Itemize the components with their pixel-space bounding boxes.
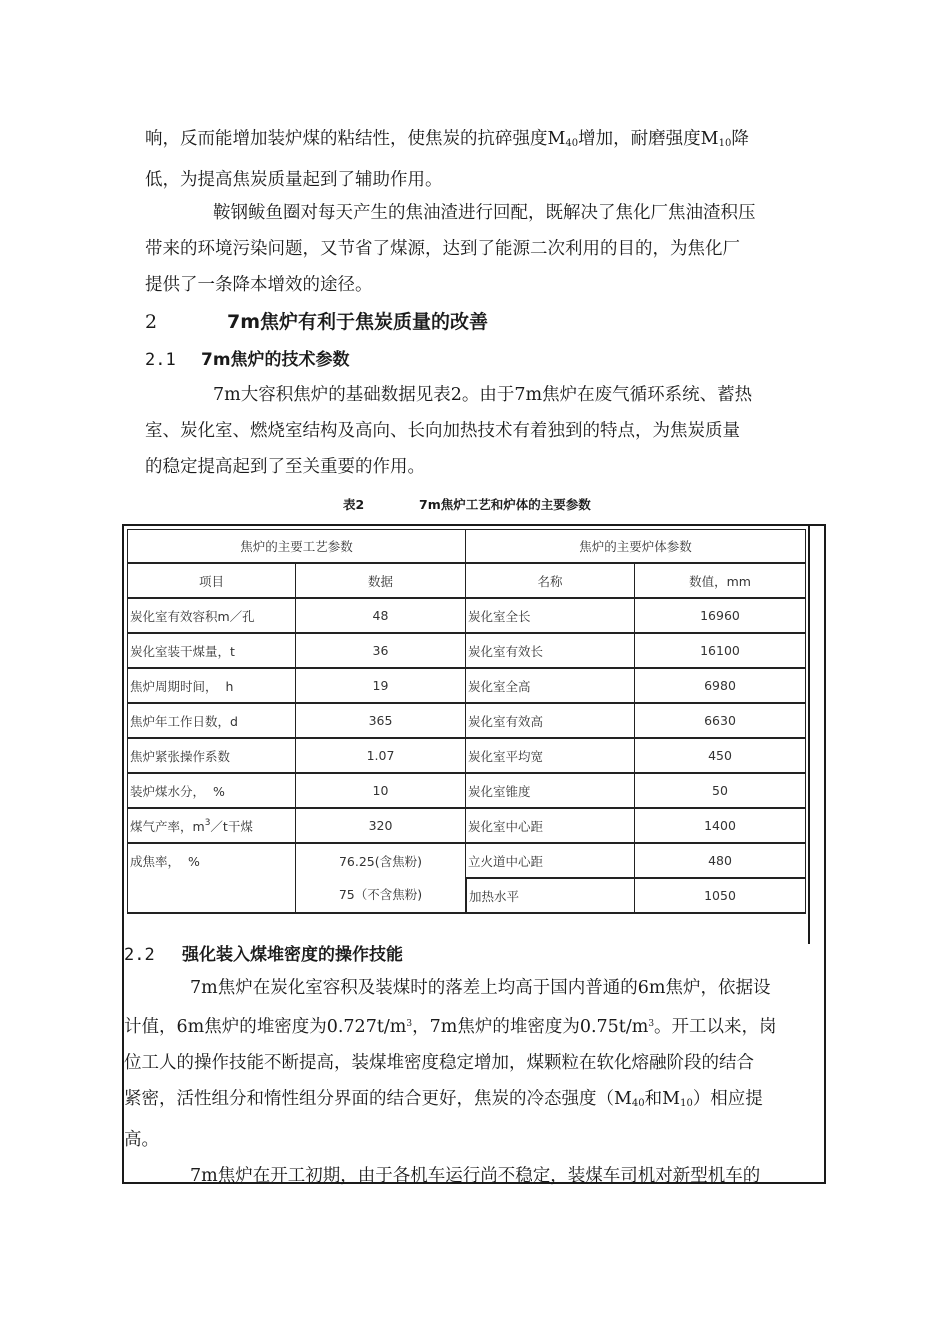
- column-header: 项目: [127, 564, 296, 599]
- superscript: 3: [648, 1019, 655, 1029]
- cell-item: 炭化室装干煤量，t: [127, 634, 296, 669]
- table-title: 7m焦炉工艺和炉体的主要参数: [419, 497, 591, 512]
- cell-name: 加热水平: [466, 879, 635, 914]
- table-row: [127, 634, 806, 669]
- text: 降: [731, 129, 749, 149]
- table-row: [127, 704, 806, 739]
- cell-number: 50: [635, 774, 806, 809]
- text-line: 带来的环境污染问题，又节省了煤源，达到了能源二次利用的目的，为焦化厂: [145, 239, 740, 259]
- cell-number: 16960: [635, 599, 806, 634]
- table-row: [127, 844, 806, 879]
- paragraph-2-1: [145, 377, 805, 485]
- cell-number: 6980: [635, 669, 806, 704]
- text: ，7m焦炉的堆密度为0.75t/m: [412, 1017, 649, 1037]
- cell-number: 6630: [635, 704, 806, 739]
- m10-subscript: 10: [718, 138, 732, 149]
- cell-value: 365: [296, 704, 466, 739]
- cell-item: 装炉煤水分， %: [127, 774, 296, 809]
- section-number: 2.1: [145, 350, 176, 370]
- group-header-body: 焦炉的主要炉体参数: [466, 529, 806, 564]
- text: ／t干煤: [210, 818, 253, 834]
- cell-value: 19: [296, 669, 466, 704]
- cell-item: [127, 809, 296, 844]
- cell-number: 1400: [635, 809, 806, 844]
- table-row: [127, 669, 806, 704]
- text-line: 7m大容积焦炉的基础数据见表2。由于7m焦炉在废气循环系统、蓄热: [213, 385, 753, 405]
- cell-value: 1.07: [296, 739, 466, 774]
- text: 和M: [644, 1089, 681, 1109]
- section-title: 7m焦炉的技术参数: [201, 350, 350, 370]
- text-line: 室、炭化室、燃烧室结构及高向、长向加热技术有着独到的特点，为焦炭质量: [145, 421, 740, 441]
- table-number: 表2: [343, 497, 365, 512]
- text: 计值，6m焦炉的堆密度为0.727t/m: [124, 1017, 407, 1037]
- column-header: 数值，mm: [635, 564, 806, 599]
- cell-number: 1050: [635, 879, 806, 914]
- text-line: 位工人的操作技能不断提高，装煤堆密度稳定增加，煤颗粒在软化熔融阶段的结合: [124, 1053, 754, 1073]
- section-title: 7m焦炉有利于焦炭质量的改善: [227, 311, 489, 333]
- parameters-table: [127, 529, 806, 914]
- paragraph-intro-2: [145, 195, 805, 303]
- m40-subscript: 40: [565, 138, 579, 149]
- paragraph-intro-1: [145, 121, 805, 198]
- text: 响，反而能增加装炉煤的粘结性，使焦炭的抗碎强度: [145, 129, 548, 149]
- cell-number: 450: [635, 739, 806, 774]
- text-line: 高。: [124, 1130, 159, 1150]
- cell-number: 16100: [635, 634, 806, 669]
- text-line: 提供了一条降本增效的途径。: [145, 275, 373, 295]
- m40-symbol: M: [547, 129, 566, 149]
- subscript: 10: [680, 1098, 693, 1109]
- cell-item: 炭化室有效容积m／孔: [127, 599, 296, 634]
- column-header: 名称: [466, 564, 635, 599]
- text-line: 7m焦炉在炭化室容积及装煤时的落差上均高于国内普通的6m焦炉，依据设: [190, 978, 771, 998]
- text: 紧密，活性组分和惰性组分界面的结合更好，焦炭的冷态强度（M: [124, 1089, 632, 1109]
- table-group-header-row: [127, 529, 806, 564]
- text: 。开工以来，岗: [654, 1017, 777, 1037]
- cell-value: 320: [296, 809, 466, 844]
- text: 增加，耐磨强度: [578, 129, 701, 149]
- superscript: 3: [204, 817, 211, 828]
- m10-symbol: M: [700, 129, 719, 149]
- cell-item: 焦炉周期时间， h: [127, 669, 296, 704]
- text: ）相应提: [692, 1089, 763, 1109]
- text: 煤气产率，m: [130, 818, 205, 834]
- section-2-heading: [145, 307, 488, 334]
- cell-name: 炭化室有效长: [466, 634, 635, 669]
- section-2-2-heading: [124, 940, 403, 965]
- column-header: 数据: [296, 564, 466, 599]
- subscript: 40: [631, 1098, 645, 1109]
- cell-item: 焦炉年工作日数，d: [127, 704, 296, 739]
- cell-item: 焦炉紧张操作系数: [127, 739, 296, 774]
- frame-divider: [808, 524, 828, 944]
- cell-name: 炭化室全长: [466, 599, 635, 634]
- section-number: 2.2: [124, 945, 155, 965]
- table-caption: [343, 495, 591, 513]
- text-line: 鞍钢鲅鱼圈对每天产生的焦油渣进行回配，既解决了焦化厂焦油渣积压: [213, 203, 756, 223]
- cell-value: 10: [296, 774, 466, 809]
- group-header-process: 焦炉的主要工艺参数: [127, 529, 466, 564]
- cell-item: 成焦率， %: [127, 844, 296, 914]
- table-row: [127, 599, 806, 634]
- cell-value: 48: [296, 599, 466, 634]
- value-without-powder: 75（不含焦粉): [338, 887, 423, 902]
- cell-name: 炭化室锥度: [466, 774, 635, 809]
- cell-name: 炭化室中心距: [466, 809, 635, 844]
- cell-number: 480: [635, 844, 806, 879]
- value-with-powder: 76.25(含焦粉): [338, 854, 423, 869]
- paragraph-2-2: [124, 970, 824, 1194]
- superscript: 3: [406, 1019, 413, 1029]
- text-line: 低，为提高焦炭质量起到了辅助作用。: [145, 170, 443, 190]
- cell-name: 炭化室全高: [466, 669, 635, 704]
- table-row: [127, 774, 806, 809]
- table-row: [127, 809, 806, 844]
- section-title: 强化装入煤堆密度的操作技能: [182, 945, 403, 965]
- cell-value: 36: [296, 634, 466, 669]
- cell-value-split: [296, 844, 466, 914]
- table-row: [127, 739, 806, 774]
- section-2-1-heading: [145, 345, 350, 370]
- cell-name: 立火道中心距: [466, 844, 635, 879]
- cell-name: 炭化室平均宽: [466, 739, 635, 774]
- cell-name: 炭化室有效高: [466, 704, 635, 739]
- text-line: 的稳定提高起到了至关重要的作用。: [145, 457, 425, 477]
- table-header-row: [127, 564, 806, 599]
- section-number: 2: [145, 311, 158, 333]
- text-line: 7m焦炉在开工初期，由于各机车运行尚不稳定，装煤车司机对新型机车的: [190, 1166, 761, 1186]
